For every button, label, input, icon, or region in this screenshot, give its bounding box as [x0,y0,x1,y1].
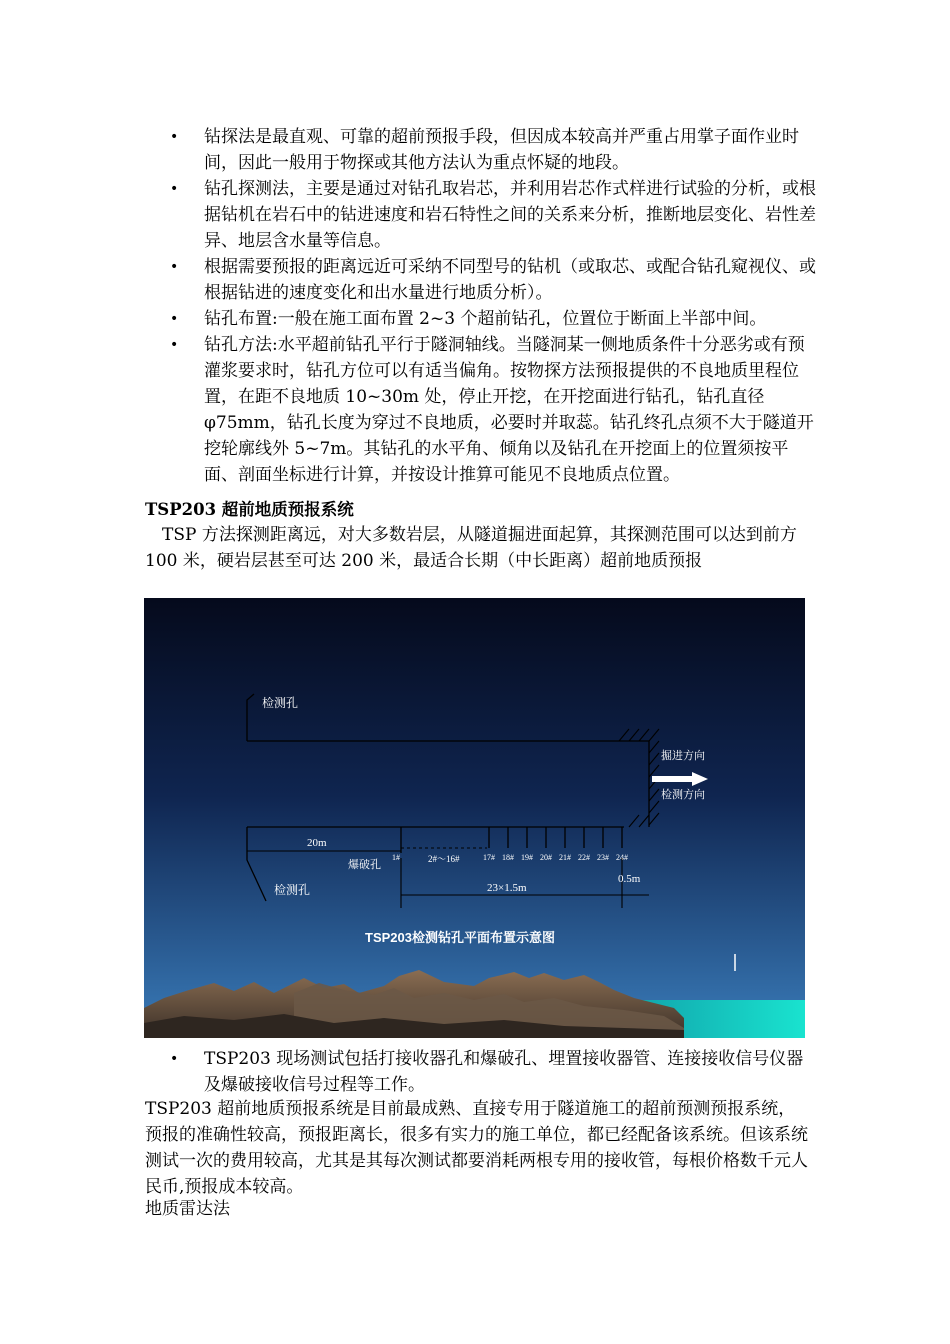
bullet-item: • TSP203 现场测试包括打接收器孔和爆破孔、埋置接收器管、连接接收信号仪器及爆破接收信号过程等工作。 [170,1046,820,1098]
label-hole-23: 23# [597,853,609,862]
bullet-item: • 钻探法是最直观、可靠的超前预报手段，但因成本较高并严重占用掌子面作业时间，因此一般用于物探或其他方法认为重点怀疑的地段。 [170,124,820,176]
tsp-layout-figure [144,598,805,1038]
bullet-item: • 钻孔方法:水平超前钻孔平行于隧洞轴线。当隧洞某一侧地质条件十分恶劣或有预灌浆要求时，钻孔方位可以有适当偏角。按物探方法预报提供的不良地质里程位置，在距不良地质 10~30m 处，停止开挖，在开挖面进行钻孔，钻孔直径 φ75mm，钻孔长度为穿过不良地质，必要时并取蕊。钻孔终孔点须不大于隧道开挖轮廓线外 5~7m。其钻孔的水平角、倾角以及钻孔在开挖面上的位置须按平面、剖面坐标进行计算，并按设计推算可能见不良地质点位置。 [170,332,820,488]
bullet-item: • 钻孔布置:一般在施工面布置 2~3 个超前钻孔，位置位于断面上半部中间。 [170,306,820,332]
bullet-icon: • [170,337,179,353]
label-excavation-dir: 掘进方向 [661,750,705,762]
label-hole-21: 21# [559,853,571,862]
label-hole-1: 1# [392,853,400,862]
bullet-item: • 钻孔探测法，主要是通过对钻孔取岩芯，并利用岩芯作式样进行试验的分析，或根据钻机在岩石中的钻进速度和岩石特性之间的关系来分析，推断地层变化、岩性差异、地层含水量等信息。 [170,176,820,254]
label-hole-17: 17# [483,853,495,862]
label-hole-range: 2#～16# [428,854,460,864]
figure-title: TSP203检测钻孔平面布置示意图 [365,930,555,945]
figure-canvas [144,598,805,1038]
bullet-item: • 根据需要预报的距离远近可采纳不同型号的钻机（或取芯、或配合钻孔窥视仪、或根据钻进的速度变化和出水量进行地质分析）。 [170,254,820,306]
label-05m: 0.5m [618,873,641,885]
bullet-icon: • [170,311,179,327]
label-20m: 20m [307,837,327,849]
section-heading: TSP203 超前地质预报系统 [145,500,354,519]
label-spacing: 23×1.5m [487,882,527,894]
intro-paragraph: TSP 方法探测距离远，对大多数岩层，从隧道掘进面起算，其探测范围可以达到前方 100 米，硬岩层甚至可达 200 米，最适合长期（中长距离）超前地质预报 [145,525,797,571]
sky-background [144,598,805,1038]
label-hole-18: 18# [502,853,514,862]
label-blast-hole: 爆破孔 [348,859,381,871]
bullet-icon: • [170,1051,179,1067]
system-paragraph: TSP203 超前地质预报系统是目前最成熟、直接专用于隧道施工的超前预测预报系统，预报的准确性较高，预报距离长，很多有实力的施工单位，都已经配备该系统。但该系统测试一次的费用较高，尤其是其每次测试都要消耗两根专用的接收管，每根价格数千元人民币,预报成本较高。 [145,1099,808,1197]
label-hole-24: 24# [616,853,628,862]
label-detect-hole-bottom: 检测孔 [274,883,311,897]
label-hole-22: 22# [578,853,590,862]
bullet-icon: • [170,129,179,145]
bullet-list-drilling [170,124,820,488]
radar-heading: 地质雷达法 [145,1199,230,1219]
label-detection-dir: 检测方向 [661,789,705,801]
label-hole-19: 19# [521,853,533,862]
label-detect-hole-top: 检测孔 [262,696,299,710]
bullet-list-tsp [170,1046,820,1098]
label-hole-20: 20# [540,853,552,862]
bullet-icon: • [170,181,179,197]
bullet-icon: • [170,259,179,275]
